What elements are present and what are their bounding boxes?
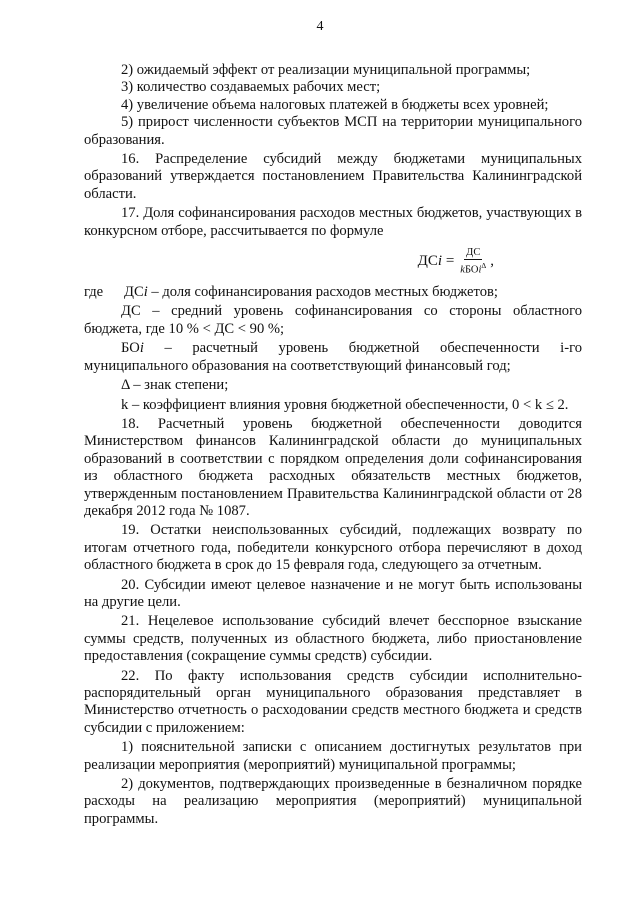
formula-lhs: ДСi = <box>417 253 455 270</box>
paragraph-19: 19. Остатки неиспользованных субсидий, подлежащих возврату по итогам отчетного года, победители конкурсного отбора перечисляют в доход областного бюджета в срок до 15 февраля года, следующего за отчетным. <box>84 522 582 574</box>
where-label: где <box>84 284 104 301</box>
definition-ds: ДС – средний уровень софинансирования со стороны областного бюджета, где 10 % < ДС < 90 %; <box>84 303 582 337</box>
paragraph-22-item-1: 1) пояснительной записки с описанием достигнутых результатов при реализации мероприятия (мероприятий) муниципальной программы; <box>84 739 582 773</box>
paragraph-17: 17. Доля софинансирования расходов местных бюджетов, участвующих в конкурсном отборе, рассчитывается по формуле <box>84 205 582 239</box>
formula-denominator: kБОi$^\Delta$ <box>460 261 487 276</box>
paragraph-21: 21. Нецелевое использование субсидий влечет бесспорное взыскание суммы средств, полученных из областного бюджета, либо приостановление предоставления (сокращение суммы средств) субсидии. <box>84 613 582 665</box>
paragraph-20: 20. Субсидии имеют целевое назначение и не могут быть использованы на другие цели. <box>84 576 582 610</box>
definition-delta: Δ – знак степени; <box>121 377 229 394</box>
paragraph-22: 22. По факту использования средств субсидии исполнительно-распорядительный орган муниципального образования представляет в Министерство отчетность о расходовании средств местного бюджета и средств субсидии с приложением: <box>84 667 582 736</box>
list-item-2: 2) ожидаемый эффект от реализации муниципальной программы; <box>121 62 531 78</box>
definition-k: k – коэффициент влияния уровня бюджетной обеспеченности, 0 < k ≤ 2. <box>121 396 569 413</box>
formula-fraction <box>458 247 488 277</box>
cofinancing-formula <box>84 246 582 278</box>
list-item-3: 3) количество создаваемых рабочих мест; <box>121 79 381 96</box>
definition-boi: БОi – расчетный уровень бюджетной обеспеченности i-го муниципального образования на соответствующий финансовый год; <box>84 340 582 374</box>
paragraph-16: 16. Распределение субсидий между бюджетами муниципальных образований утверждается постановлением Правительства Калининградской области. <box>84 151 582 202</box>
list-item-4: 4) увеличение объема налоговых платежей в бюджеты всех уровней; <box>121 96 549 113</box>
paragraph-22-item-2: 2) документов, подтверждающих произведенные в безналичном порядке расходы на реализацию мероприятия (мероприятий) муниципальной программы. <box>84 776 582 827</box>
page-number: 4 <box>316 19 324 34</box>
paragraph-18: 18. Расчетный уровень бюджетной обеспеченности доводится Министерством финансов Калининградской области до муниципальных образований в соответствии с порядком определения доли софинансирования из областного бюджета расходных обязательств местных бюджетов, утвержденным постановлением Правительства Калининградской области от 28 декабря 2012 года № 1087. <box>84 415 582 519</box>
definition-dsi: где ДСi – доля софинансирования расходов местных бюджетов; <box>84 284 498 301</box>
formula-numerator: ДС <box>466 247 481 259</box>
list-item-5: 5) прирост численности субъектов МСП на территории муниципального образования. <box>84 114 582 148</box>
document-body <box>84 62 582 828</box>
formula-comma: , <box>490 253 494 270</box>
